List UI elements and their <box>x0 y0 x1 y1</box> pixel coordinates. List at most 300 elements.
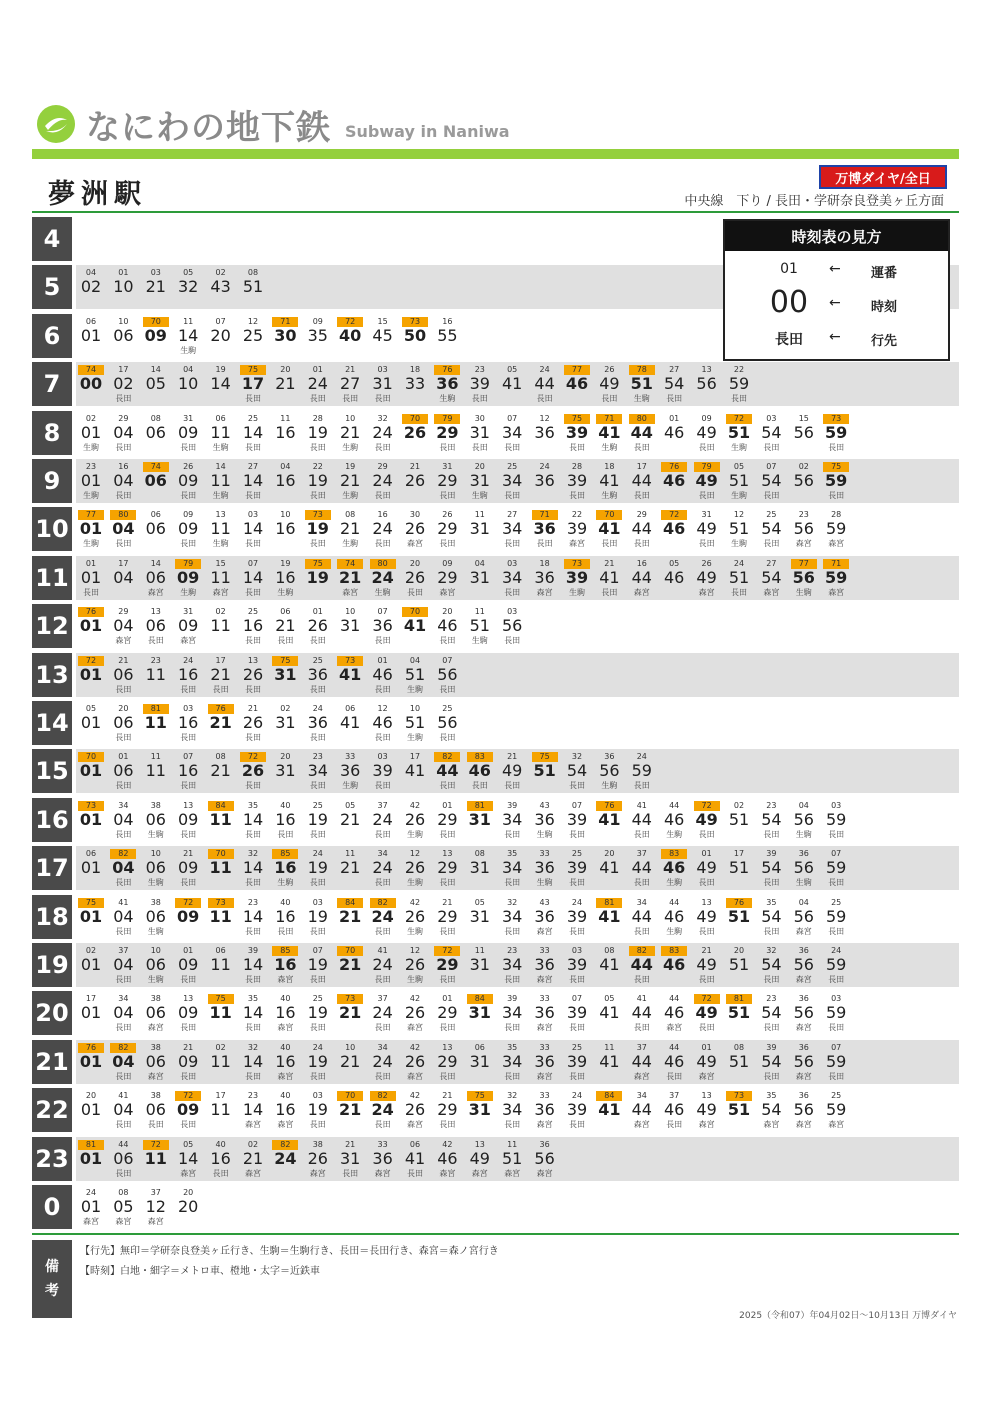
train-entry <box>692 991 722 1035</box>
run-number: 75 <box>208 994 234 1004</box>
run-number: 42 <box>442 1139 453 1149</box>
destination-abbrev: 長田 <box>309 1120 326 1130</box>
departure-minute: 49 <box>696 906 717 926</box>
train-entry <box>173 653 203 697</box>
departure-minute: 49 <box>696 567 717 587</box>
legend-example-time: 00 <box>769 285 809 320</box>
run-number: 06 <box>85 849 97 859</box>
run-number: 21 <box>183 1042 194 1052</box>
run-number: 81 <box>78 1140 104 1150</box>
destination-abbrev: 森宮 <box>536 975 553 984</box>
run-number: 40 <box>280 1042 291 1052</box>
departure-minute: 49 <box>696 519 717 539</box>
train-entry <box>141 895 171 939</box>
departure-minute: 21 <box>242 1148 264 1168</box>
train-entry <box>497 507 527 551</box>
train-entry <box>821 459 851 503</box>
run-number: 23 <box>766 800 777 810</box>
departure-minute: 06 <box>145 519 166 539</box>
destination-abbrev: 長田 <box>374 829 391 839</box>
train-entry <box>206 556 236 600</box>
run-number: 71 <box>823 559 849 569</box>
train-entry <box>432 1040 462 1084</box>
departure-minute: 04 <box>112 1051 135 1071</box>
run-number: 72 <box>337 317 363 327</box>
destination-abbrev: 長田 <box>633 781 650 791</box>
run-number: 80 <box>110 510 136 520</box>
legend-example-dest: 長田 <box>775 332 803 348</box>
run-number: 11 <box>474 510 485 520</box>
destination-abbrev: 森宮 <box>795 1120 812 1130</box>
train-entry <box>497 991 527 1035</box>
train-entry <box>335 701 365 745</box>
departure-minute: 56 <box>534 1148 555 1168</box>
train-entry <box>173 895 203 939</box>
destination-abbrev: 森宮 <box>439 587 456 597</box>
run-number: 24 <box>312 849 323 859</box>
departure-minute: 41 <box>598 422 621 442</box>
station-name: 夢洲駅 <box>48 179 147 210</box>
train-entry <box>465 895 495 939</box>
destination-abbrev: 長田 <box>633 975 650 984</box>
line-direction: 中央線 下り / 長田・学研奈良登美ヶ丘方面 <box>684 194 944 209</box>
departure-minute: 31 <box>469 858 490 878</box>
run-number: 01 <box>183 946 194 955</box>
run-number: 34 <box>118 994 129 1004</box>
destination-abbrev: 森宮 <box>180 1168 197 1178</box>
run-number: 19 <box>280 558 291 568</box>
destination-abbrev: 長田 <box>374 636 391 646</box>
destination-abbrev: 長田 <box>245 491 261 500</box>
hour-row <box>32 507 959 551</box>
train-entry <box>238 459 268 503</box>
destination-abbrev: 長田 <box>309 781 326 791</box>
departure-minute: 39 <box>469 374 490 394</box>
run-number: 08 <box>733 1042 745 1052</box>
train-entry <box>303 1040 333 1084</box>
hour-label: 5 <box>32 265 72 309</box>
run-number: 08 <box>215 752 226 762</box>
train-entry <box>108 604 138 648</box>
run-number: 21 <box>345 1139 356 1149</box>
departure-minute: 01 <box>80 1003 102 1023</box>
train-entry <box>335 991 365 1035</box>
run-number: 09 <box>442 558 453 568</box>
destination-abbrev: 生駒 <box>666 829 683 839</box>
departure-minute: 01 <box>80 955 102 974</box>
run-number: 76 <box>661 462 687 472</box>
train-entry <box>789 943 819 987</box>
departure-minute: 39 <box>565 422 589 442</box>
departure-minute: 41 <box>599 471 620 490</box>
destination-abbrev: 生駒 <box>83 539 99 549</box>
departure-minute: 49 <box>695 809 718 829</box>
departure-minute: 06 <box>145 858 166 878</box>
train-entry <box>335 1137 365 1181</box>
destination-abbrev: 森宮 <box>407 539 423 549</box>
departure-minute: 51 <box>469 616 490 636</box>
run-number: 41 <box>636 994 647 1004</box>
run-number: 17 <box>118 365 129 375</box>
departure-minute: 21 <box>275 374 296 394</box>
run-number: 11 <box>280 413 291 423</box>
departure-minute: 54 <box>761 519 782 539</box>
destination-abbrev: 森宮 <box>147 1217 164 1226</box>
destination-abbrev: 森宮 <box>569 539 585 549</box>
train-entry <box>756 1088 786 1132</box>
destination-abbrev: 長田 <box>115 491 132 500</box>
run-number: 04 <box>409 655 421 665</box>
run-number: 25 <box>831 1091 842 1101</box>
departure-minute: 21 <box>339 1003 362 1023</box>
train-entry <box>692 556 722 600</box>
train-entry <box>270 362 300 406</box>
run-number: 07 <box>183 752 194 762</box>
destination-abbrev: 森宮 <box>309 1168 326 1178</box>
legend-box <box>723 219 950 361</box>
destination-abbrev: 生駒 <box>212 539 229 549</box>
departure-minute: 06 <box>113 761 134 781</box>
destination-abbrev: 長田 <box>245 587 261 597</box>
destination-abbrev: 長田 <box>115 539 132 549</box>
destination-abbrev: 森宮 <box>536 1023 553 1033</box>
departure-minute: 51 <box>727 906 751 926</box>
train-entry <box>303 314 333 358</box>
run-number: 74 <box>337 559 363 569</box>
train-entry <box>756 991 786 1035</box>
run-number: 75 <box>305 559 331 569</box>
run-number: 20 <box>280 365 291 375</box>
destination-abbrev: 長田 <box>633 539 650 549</box>
departure-minute: 56 <box>793 1051 814 1071</box>
departure-minute: 46 <box>437 616 458 636</box>
run-number: 07 <box>442 655 453 665</box>
train-entry <box>368 846 398 890</box>
run-number: 21 <box>442 897 453 907</box>
run-number: 12 <box>733 510 745 520</box>
run-number: 02 <box>85 946 97 955</box>
departure-minute: 31 <box>275 713 296 732</box>
train-entry <box>594 749 624 793</box>
train-entry <box>335 798 365 842</box>
run-number: 35 <box>507 849 518 859</box>
destination-abbrev: 長田 <box>698 975 715 984</box>
train-entry <box>76 943 106 987</box>
train-entry <box>238 895 268 939</box>
destination-abbrev: 長田 <box>309 975 326 984</box>
destination-abbrev: 長田 <box>180 1120 197 1130</box>
departure-minute: 19 <box>307 1003 328 1023</box>
run-number: 23 <box>766 994 777 1004</box>
train-entry <box>76 314 106 358</box>
train-entry <box>368 991 398 1035</box>
departure-minute: 41 <box>404 1148 426 1168</box>
departure-minute: 24 <box>372 858 393 878</box>
run-number: 83 <box>467 752 493 762</box>
train-entry <box>562 798 592 842</box>
departure-minute: 50 <box>403 325 427 345</box>
run-number: 21 <box>118 655 129 665</box>
departure-minute: 51 <box>242 277 264 297</box>
run-number: 35 <box>766 1091 777 1101</box>
destination-abbrev: 長田 <box>309 442 326 452</box>
train-entry <box>562 1040 592 1084</box>
run-number: 17 <box>409 752 421 762</box>
destination-abbrev: 長田 <box>569 1071 585 1081</box>
train-entry <box>108 798 138 842</box>
train-entry <box>270 507 300 551</box>
train-entry <box>173 1040 203 1084</box>
run-number: 43 <box>539 800 550 810</box>
run-number: 14 <box>215 462 226 471</box>
departure-minute: 06 <box>145 809 166 829</box>
train-entry <box>789 507 819 551</box>
destination-abbrev: 長田 <box>569 975 585 984</box>
train-entry <box>789 1040 819 1084</box>
destination-abbrev: 長田 <box>245 636 261 646</box>
departure-minute: 24 <box>372 422 393 442</box>
departure-minute: 14 <box>242 471 264 490</box>
destination-abbrev: 長田 <box>309 1071 326 1081</box>
departure-minute: 17 <box>241 374 265 394</box>
destination-abbrev: 生駒 <box>407 684 423 694</box>
destination-abbrev: 長田 <box>633 829 650 839</box>
departure-minute: 41 <box>403 616 427 636</box>
train-entry <box>238 507 268 551</box>
destination-abbrev: 長田 <box>439 636 456 646</box>
run-number: 28 <box>312 413 323 423</box>
destination-abbrev: 長田 <box>374 1120 391 1130</box>
departure-minute: 24 <box>274 1148 297 1168</box>
train-entry <box>270 846 300 890</box>
departure-minute: 11 <box>145 664 166 684</box>
destination-abbrev: 長田 <box>374 1071 391 1081</box>
destination-abbrev: 長田 <box>633 878 650 888</box>
departure-minute: 09 <box>177 567 200 587</box>
departure-minute: 36 <box>307 713 328 732</box>
train-entry <box>432 943 462 987</box>
run-number: 29 <box>377 462 388 471</box>
destination-abbrev: 森宮 <box>180 636 197 646</box>
train-entry <box>173 701 203 745</box>
run-number: 76 <box>78 1043 104 1053</box>
train-entry <box>497 556 527 600</box>
train-entry <box>238 991 268 1035</box>
departure-minute: 49 <box>696 955 717 974</box>
departure-minute: 24 <box>372 1003 393 1023</box>
run-number: 17 <box>85 994 97 1004</box>
train-entry <box>368 411 398 455</box>
run-number: 32 <box>507 897 518 907</box>
run-number: 75 <box>467 1091 493 1101</box>
destination-abbrev: 長田 <box>245 684 261 694</box>
departure-minute: 31 <box>274 664 297 684</box>
departure-minute: 19 <box>306 567 329 587</box>
train-entry <box>76 604 106 648</box>
legend-arrow: ← <box>829 295 841 311</box>
train-entry <box>141 604 171 648</box>
destination-abbrev: 長田 <box>504 442 521 452</box>
train-entry <box>432 798 462 842</box>
destination-abbrev: 森宮 <box>83 1217 99 1226</box>
departure-minute: 14 <box>242 809 264 829</box>
departure-minute: 26 <box>404 906 426 926</box>
departure-minute: 39 <box>566 1051 588 1071</box>
departure-minute: 01 <box>80 1197 102 1216</box>
destination-abbrev: 長田 <box>374 926 391 936</box>
departure-minute: 04 <box>113 422 134 442</box>
departure-minute: 59 <box>826 858 847 878</box>
train-entry <box>821 991 851 1035</box>
train-entry <box>173 314 203 358</box>
hour-row <box>32 991 959 1035</box>
departure-minute: 34 <box>502 1051 523 1071</box>
run-number: 05 <box>669 558 680 568</box>
train-entry <box>206 265 236 309</box>
legend-label-unban: 運番 <box>871 266 898 281</box>
destination-abbrev: 長田 <box>471 442 488 452</box>
destination-abbrev: 長田 <box>115 442 132 452</box>
train-entry <box>270 991 300 1035</box>
train-entry <box>692 507 722 551</box>
departure-minute: 04 <box>113 809 134 829</box>
hour-label: 17 <box>32 846 72 890</box>
destination-abbrev: 長田 <box>147 636 164 646</box>
destination-abbrev: 長田 <box>180 878 197 888</box>
train-entry <box>562 991 592 1035</box>
destination-abbrev: 長田 <box>731 587 747 597</box>
departure-minute: 34 <box>502 858 523 878</box>
train-entry <box>627 362 657 406</box>
train-entry <box>497 943 527 987</box>
train-entry <box>465 604 495 648</box>
run-number: 36 <box>798 994 809 1004</box>
departure-minute: 19 <box>307 858 328 878</box>
destination-abbrev: 森宮 <box>115 1217 132 1226</box>
train-entry <box>303 895 333 939</box>
destination-abbrev: 生駒 <box>342 781 359 791</box>
departure-minute: 39 <box>566 1100 588 1120</box>
departure-minute: 56 <box>793 1003 814 1023</box>
train-entry <box>432 362 462 406</box>
departure-minute: 14 <box>242 1003 264 1023</box>
train-entry <box>368 604 398 648</box>
departure-minute: 59 <box>825 471 848 490</box>
departure-minute: 01 <box>79 906 103 926</box>
destination-abbrev: 長田 <box>245 926 261 936</box>
train-entry <box>270 895 300 939</box>
run-number: 75 <box>78 898 104 908</box>
train-entry <box>303 604 333 648</box>
train-entry <box>432 411 462 455</box>
departure-minute: 06 <box>145 616 166 636</box>
train-entry <box>238 604 268 648</box>
departure-minute: 21 <box>210 664 231 684</box>
destination-abbrev: 生駒 <box>601 491 618 500</box>
destination-abbrev: 長田 <box>439 539 456 549</box>
train-entry <box>562 411 592 455</box>
run-number: 41 <box>377 946 388 955</box>
run-number: 24 <box>831 946 842 955</box>
departure-minute: 09 <box>178 809 199 829</box>
run-number: 07 <box>215 316 226 326</box>
legend-row-dest <box>725 325 948 355</box>
departure-minute: 05 <box>113 1197 134 1216</box>
destination-abbrev: 長田 <box>439 1071 456 1081</box>
train-entry <box>141 314 171 358</box>
run-number: 36 <box>539 1139 550 1149</box>
departure-minute: 36 <box>534 906 555 926</box>
train-entry <box>108 314 138 358</box>
departure-minute: 01 <box>80 1100 102 1120</box>
run-number: 08 <box>604 946 615 955</box>
train-entry <box>141 362 171 406</box>
destination-abbrev: 長田 <box>504 1023 521 1033</box>
departure-minute: 01 <box>80 858 102 878</box>
train-entry <box>238 411 268 455</box>
destination-abbrev: 森宮 <box>147 1071 164 1081</box>
train-entry <box>497 1137 527 1181</box>
departure-minute: 01 <box>80 325 102 345</box>
departure-minute: 09 <box>178 422 199 442</box>
run-number: 17 <box>215 1091 226 1101</box>
train-entry <box>335 604 365 648</box>
run-number: 32 <box>571 752 583 762</box>
departure-minute: 01 <box>80 567 102 587</box>
train-entry <box>627 556 657 600</box>
departure-minute: 01 <box>80 713 102 732</box>
train-entry <box>692 411 722 455</box>
run-number: 14 <box>150 558 161 568</box>
run-number: 81 <box>467 801 493 811</box>
train-entry <box>789 411 819 455</box>
train-entry <box>206 701 236 745</box>
hour-row <box>32 895 959 939</box>
departure-minute: 54 <box>761 955 782 974</box>
run-number: 07 <box>377 607 388 617</box>
run-number: 36 <box>798 946 809 955</box>
run-number: 84 <box>596 1091 622 1101</box>
run-number: 21 <box>442 1091 453 1101</box>
destination-abbrev: 森宮 <box>698 587 715 597</box>
destination-abbrev: 森宮 <box>536 1120 553 1130</box>
row-background <box>76 1185 959 1229</box>
train-entry <box>303 701 333 745</box>
run-number: 35 <box>247 994 259 1004</box>
run-number: 24 <box>539 462 550 471</box>
run-number: 06 <box>215 413 226 423</box>
departure-minute: 56 <box>502 616 523 636</box>
run-number: 07 <box>766 462 777 471</box>
run-number: 20 <box>280 752 291 762</box>
train-entry <box>76 846 106 890</box>
train-entry <box>368 362 398 406</box>
run-number: 72 <box>143 1140 169 1150</box>
train-entry <box>400 604 430 648</box>
train-entry <box>692 798 722 842</box>
train-entry <box>465 1137 495 1181</box>
train-entry <box>368 653 398 697</box>
train-entry <box>562 507 592 551</box>
train-entry <box>206 507 236 551</box>
train-entry <box>368 895 398 939</box>
departure-minute: 14 <box>242 1051 264 1071</box>
destination-abbrev: 長田 <box>569 829 585 839</box>
run-number: 10 <box>280 510 291 520</box>
run-number: 05 <box>604 994 615 1004</box>
train-entry <box>465 362 495 406</box>
destination-abbrev: 長田 <box>666 1120 683 1130</box>
